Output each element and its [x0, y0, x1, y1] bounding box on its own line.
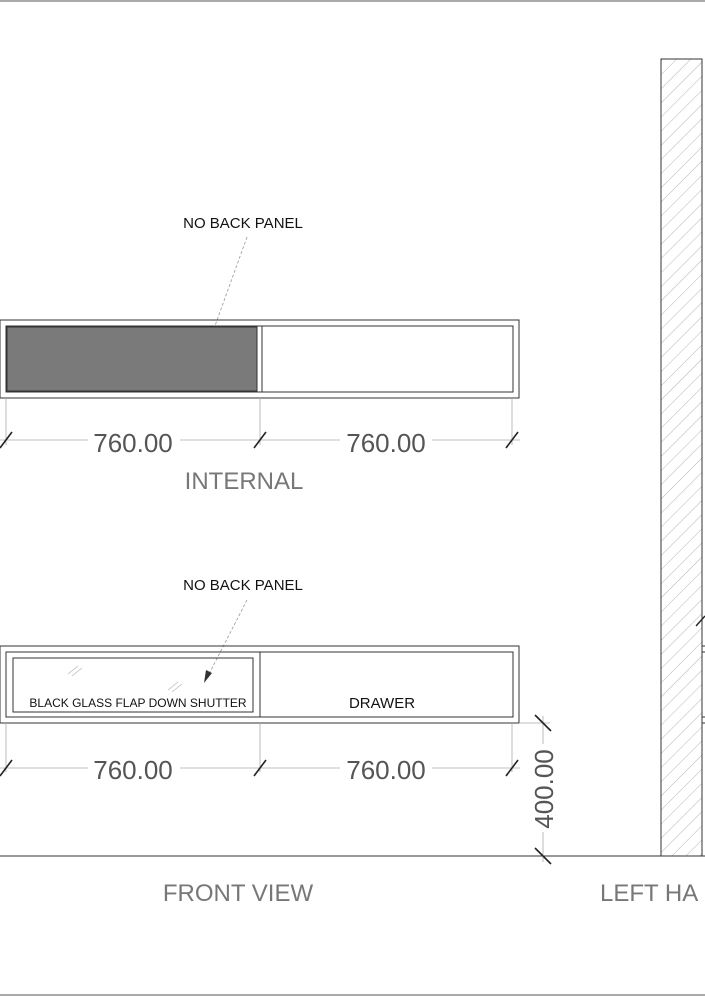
front-dim-left-label: 760.00: [93, 755, 173, 785]
side-view: [600, 59, 705, 907]
front-view: [0, 577, 705, 907]
front-drawer-label: DRAWER: [348, 695, 416, 712]
front-note-leader: [208, 600, 247, 676]
front-dim-right-label: 760.00: [346, 755, 426, 785]
front-shutter-label: BLACK GLASS FLAP DOWN SHUTTER: [29, 696, 247, 710]
internal-note-label: NO BACK PANEL: [183, 215, 303, 232]
front-view-title: FRONT VIEW: [162, 880, 314, 907]
front-note-label: NO BACK PANEL: [183, 577, 303, 594]
internal-open-compartment: [7, 327, 257, 391]
side-wall-hatched: [661, 59, 702, 856]
internal-dim-left-label: 760.00: [93, 428, 173, 458]
internal-view-title: INTERNAL: [184, 468, 304, 495]
side-view-title: LEFT HA: [600, 880, 699, 907]
internal-dim-right-label: 760.00: [346, 428, 426, 458]
height-dim-label: 400.00: [529, 749, 559, 829]
internal-view: [0, 215, 520, 495]
front-note-arrowhead: [204, 670, 212, 683]
